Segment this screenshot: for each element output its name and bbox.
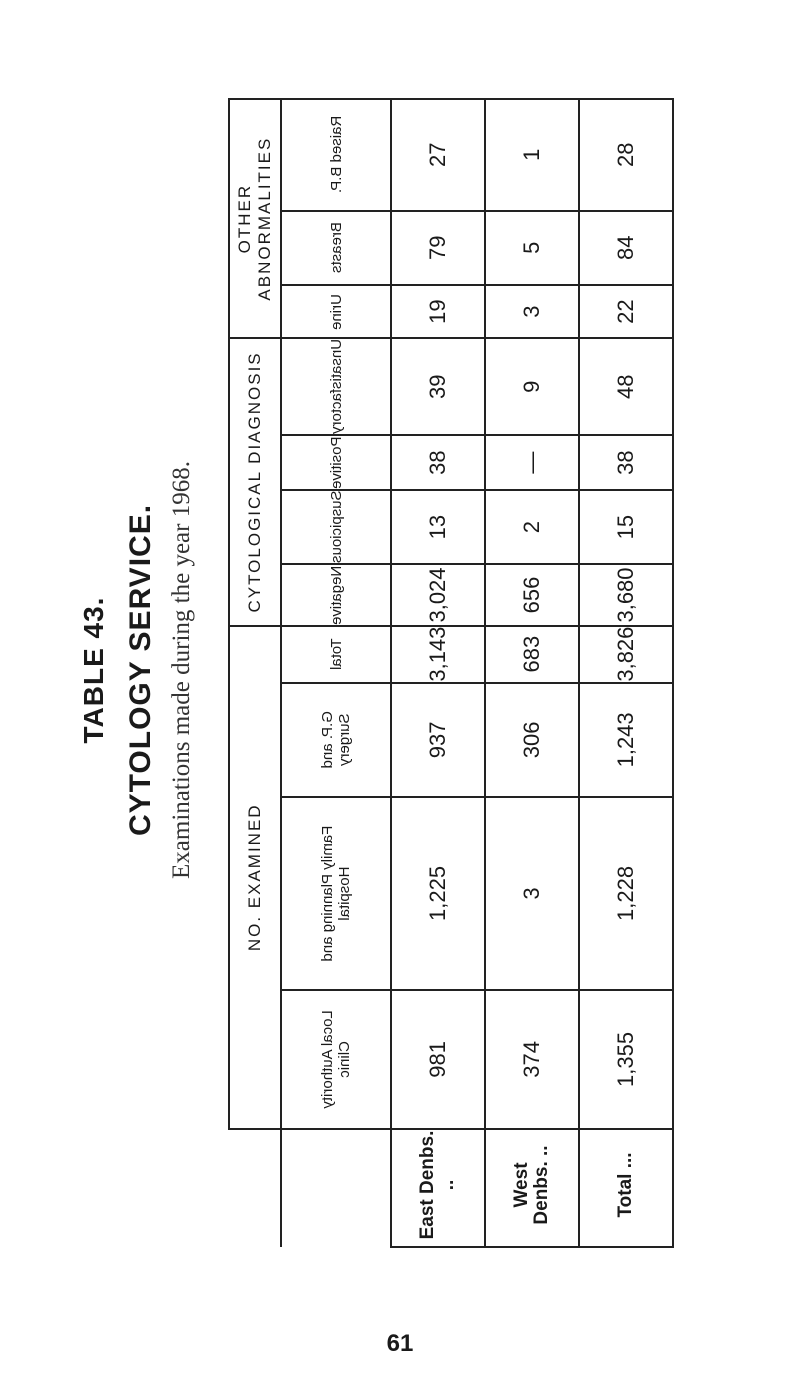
col-raised-bp (281, 99, 391, 211)
corner-cell-2 (281, 1129, 391, 1247)
cell-urine: 3 (485, 285, 579, 338)
col-family-planning (281, 797, 391, 990)
cell-unsatisfactory: 9 (485, 338, 579, 435)
cell-gp-surgery: 937 (391, 683, 485, 797)
cytology-table (228, 98, 674, 1248)
cell-negative: 3,680 (579, 564, 673, 625)
col-suspicious-label: Suspicious (327, 490, 345, 564)
table-number: TABLE 43. (78, 596, 109, 744)
col-negative-label: Negative (327, 565, 345, 625)
col-positive (281, 435, 391, 490)
rotated-page (60, 40, 760, 1300)
cell-unsatisfactory: 48 (579, 338, 673, 435)
cell-raised-bp: 1 (485, 99, 579, 211)
cell-suspicious: 15 (579, 490, 673, 565)
page-title: CYTOLOGY SERVICE. (124, 503, 157, 837)
col-unsatisfactory-label: Unsatisfactory (327, 339, 345, 435)
cell-suspicious: 2 (485, 490, 579, 565)
cell-family-planning: 3 (485, 797, 579, 990)
group-other-abnormalities: OTHER ABNORMALITIES (229, 99, 281, 338)
col-local-authority (281, 990, 391, 1129)
col-urine (281, 285, 391, 338)
group-cytological-diagnosis: CYTOLOGICAL DIAGNOSIS (229, 338, 281, 625)
cell-breasts: 5 (485, 211, 579, 285)
col-total-label: Total (327, 638, 345, 670)
cell-unsatisfactory: 39 (391, 338, 485, 435)
cell-raised-bp: 28 (579, 99, 673, 211)
col-total (281, 626, 391, 683)
cell-gp-surgery: 1,243 (579, 683, 673, 797)
cell-breasts: 79 (391, 211, 485, 285)
cell-urine: 19 (391, 285, 485, 338)
cell-local-authority: 1,355 (579, 990, 673, 1129)
group-no-examined: NO. EXAMINED (229, 626, 281, 1129)
table-row (485, 99, 579, 1247)
cell-gp-surgery: 306 (485, 683, 579, 797)
table-row (391, 99, 485, 1247)
cell-total: 3,143 (391, 626, 485, 683)
col-unsatisfactory (281, 338, 391, 435)
col-local-authority-label: Local Authority Clinic (319, 1010, 353, 1109)
row-label: West Denbs. .. (485, 1129, 579, 1247)
cell-positive: 38 (391, 435, 485, 490)
col-breasts (281, 211, 391, 285)
cell-urine: 22 (579, 285, 673, 338)
cell-positive: — (485, 435, 579, 490)
cell-local-authority: 981 (391, 990, 485, 1129)
cell-family-planning: 1,225 (391, 797, 485, 990)
cell-raised-bp: 27 (391, 99, 485, 211)
cell-negative: 3,024 (391, 564, 485, 625)
group-header-row (229, 99, 281, 1247)
cell-breasts: 84 (579, 211, 673, 285)
cell-family-planning: 1,228 (579, 797, 673, 990)
corner-cell (229, 1129, 281, 1247)
cell-positive: 38 (579, 435, 673, 490)
column-header-row (281, 99, 391, 1247)
col-gp-surgery-label: G.P. and Surgery (319, 711, 353, 769)
table-row (579, 99, 673, 1247)
col-negative (281, 564, 391, 625)
row-label: East Denbs. .. (391, 1129, 485, 1247)
cell-local-authority: 374 (485, 990, 579, 1129)
heading-block (60, 40, 196, 1300)
col-raised-bp-label: Raised B.P. (327, 116, 345, 194)
col-urine-label: Urine (327, 293, 345, 330)
col-breasts-label: Breasts (327, 222, 345, 274)
col-suspicious (281, 490, 391, 565)
col-gp-surgery (281, 683, 391, 797)
cell-suspicious: 13 (391, 490, 485, 565)
col-positive-label: Positive (327, 436, 345, 489)
row-label: Total ... (579, 1129, 673, 1247)
cell-negative: 656 (485, 564, 579, 625)
page-number: 61 (386, 1330, 414, 1357)
cell-total: 683 (485, 626, 579, 683)
col-family-planning-label: Family Planning and Hospital (319, 825, 353, 962)
cell-total: 3,826 (579, 626, 673, 683)
page-subtitle: Examinations made during the year 1968. (168, 461, 195, 879)
